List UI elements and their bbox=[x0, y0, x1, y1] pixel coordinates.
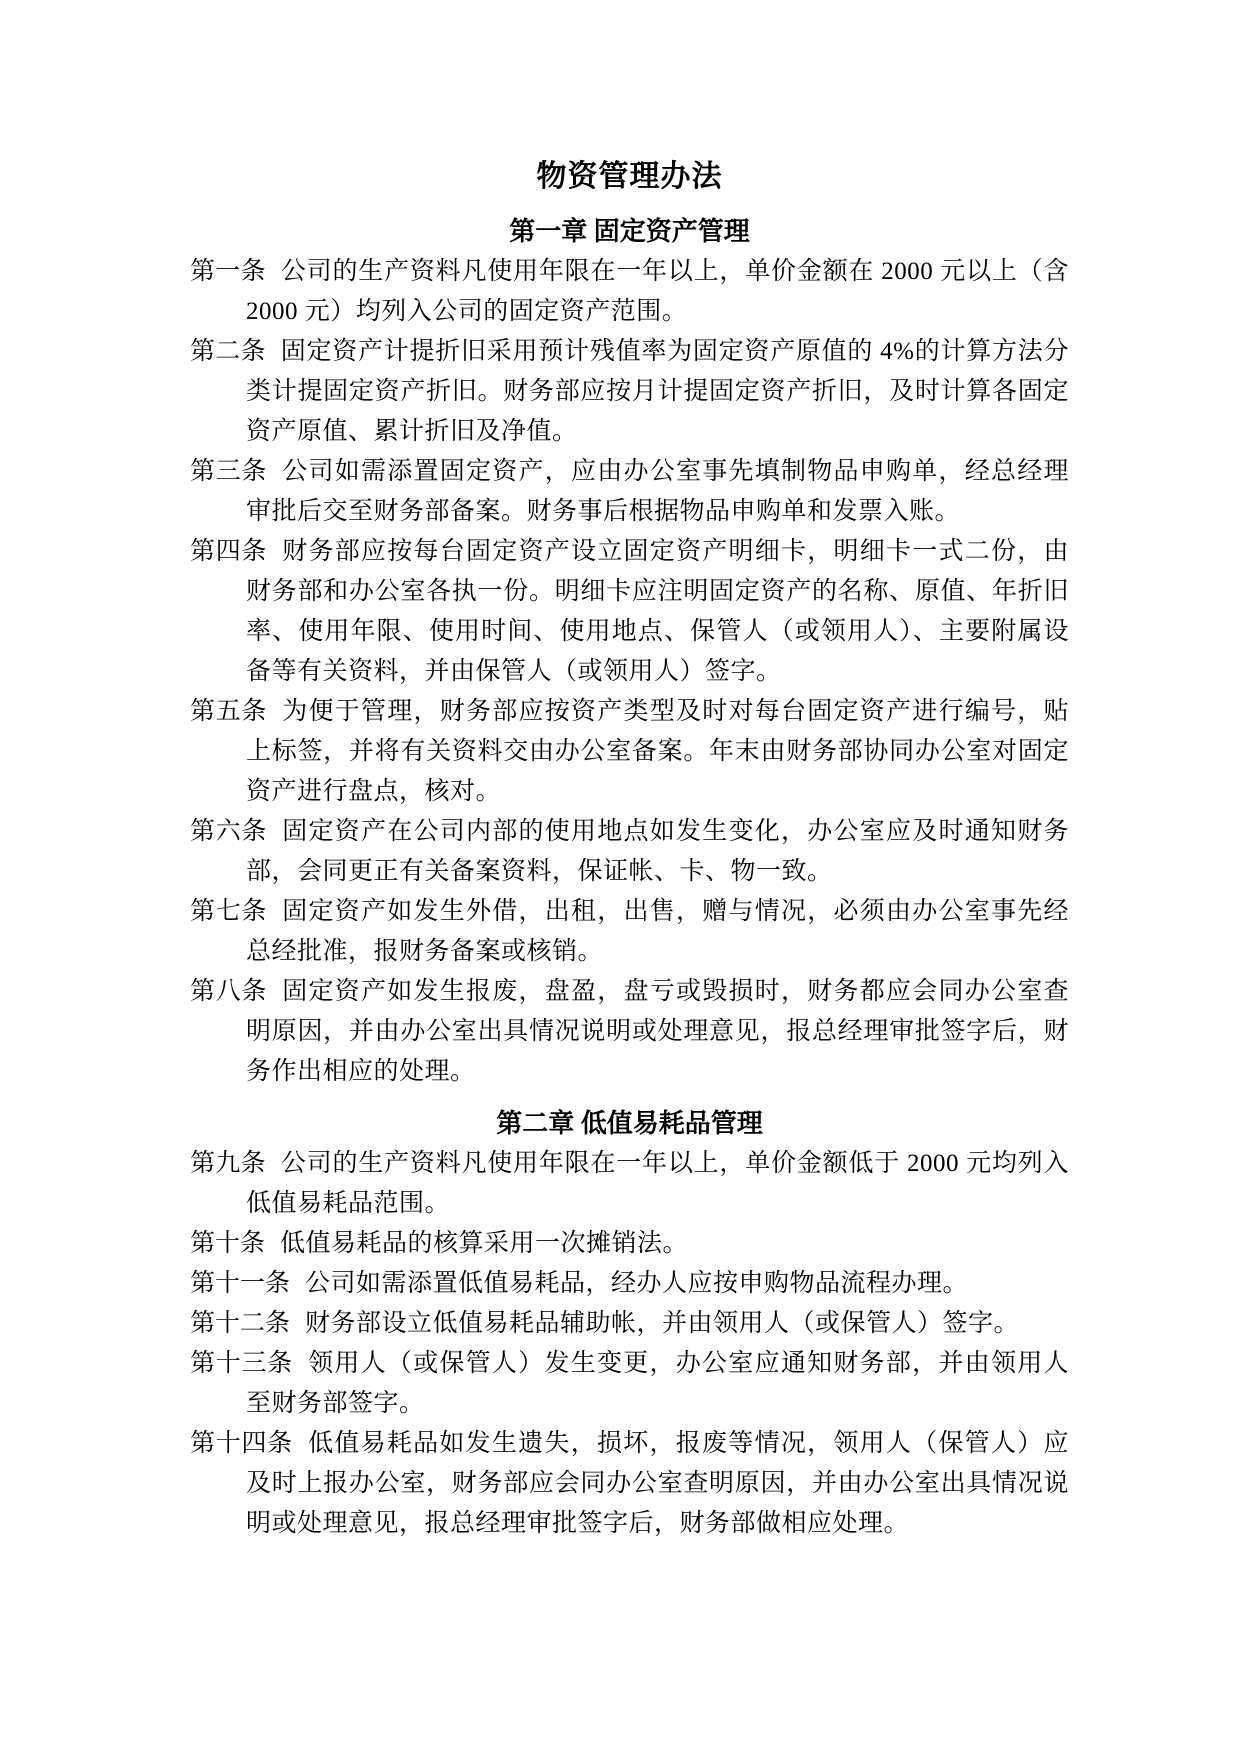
article-8-number: 第八条 bbox=[190, 978, 268, 1005]
article-10-number: 第十条 bbox=[190, 1230, 266, 1257]
article-2-text: 固定资产计提折旧采用预计残值率为固定资产原值的 4%的计算方法分类计提固定资产折旧。财务部应按月计提固定资产折旧，及时计算各固定资产原值、累计折旧及净值。 bbox=[246, 338, 1069, 445]
article-6-text: 固定资产在公司内部的使用地点如发生变化，办公室应及时通知财务部，会同更正有关备案资料，保证帐、卡、物一致。 bbox=[246, 818, 1069, 885]
article-3-number: 第三条 bbox=[190, 458, 268, 485]
article-4-number: 第四条 bbox=[190, 538, 268, 565]
article-1 bbox=[190, 252, 1069, 332]
article-14-text: 低值易耗品如发生遗失，损坏，报废等情况，领用人（保管人）应及时上报办公室，财务部应会同办公室查明原因，并由办公室出具情况说明或处理意见，报总经理审批签字后，财务部做相应处理。 bbox=[246, 1430, 1069, 1537]
article-13 bbox=[190, 1344, 1069, 1424]
article-11-number: 第十一条 bbox=[190, 1270, 291, 1297]
article-6-number: 第六条 bbox=[190, 818, 268, 845]
article-3 bbox=[190, 452, 1069, 532]
article-4-text: 财务部应按每台固定资产设立固定资产明细卡，明细卡一式二份，由财务部和办公室各执一份。明细卡应注明固定资产的名称、原值、年折旧率、使用年限、使用时间、使用地点、保管人（或领用人）、主要附属设备等有关资料，并由保管人（或领用人）签字。 bbox=[246, 538, 1069, 685]
article-10-text: 低值易耗品的核算采用一次摊销法。 bbox=[280, 1230, 689, 1257]
article-10 bbox=[190, 1224, 1069, 1264]
article-7-text: 固定资产如发生外借，出租，出售，赠与情况，必须由办公室事先经总经批准，报财务备案或核销。 bbox=[246, 898, 1069, 965]
article-2-number: 第二条 bbox=[190, 338, 266, 365]
article-13-number: 第十三条 bbox=[190, 1350, 294, 1377]
article-3-text: 公司如需添置固定资产，应由办公室事先填制物品申购单，经总经理审批后交至财务部备案。财务事后根据物品申购单和发票入账。 bbox=[246, 458, 1069, 525]
article-11-text: 公司如需添置低值易耗品，经办人应按申购物品流程办理。 bbox=[305, 1270, 969, 1297]
article-14-number: 第十四条 bbox=[190, 1430, 294, 1457]
article-4 bbox=[190, 532, 1069, 692]
article-5-number: 第五条 bbox=[190, 698, 268, 725]
article-12 bbox=[190, 1304, 1069, 1344]
article-5 bbox=[190, 692, 1069, 812]
article-9-text: 公司的生产资料凡使用年限在一年以上，单价金额低于 2000 元均列入低值易耗品范围。 bbox=[246, 1150, 1069, 1217]
article-1-text: 公司的生产资料凡使用年限在一年以上，单价金额在 2000 元以上（含 2000 元）均列入公司的固定资产范围。 bbox=[246, 258, 1069, 325]
article-14 bbox=[190, 1424, 1069, 1544]
article-9-number: 第九条 bbox=[190, 1150, 266, 1177]
article-7 bbox=[190, 892, 1069, 972]
article-13-text: 领用人（或保管人）发生变更，办公室应通知财务部，并由领用人至财务部签字。 bbox=[246, 1350, 1069, 1417]
article-6 bbox=[190, 812, 1069, 892]
article-12-text: 财务部设立低值易耗品辅助帐，并由领用人（或保管人）签字。 bbox=[305, 1310, 1020, 1337]
article-11 bbox=[190, 1264, 1069, 1304]
article-7-number: 第七条 bbox=[190, 898, 268, 925]
document-title-text: 物资管理办法 bbox=[536, 160, 723, 193]
article-1-number: 第一条 bbox=[190, 258, 266, 285]
article-9 bbox=[190, 1144, 1069, 1224]
article-8-text: 固定资产如发生报废，盘盈，盘亏或毁损时，财务都应会同办公室查明原因，并由办公室出具情况说明或处理意见，报总经理审批签字后，财务作出相应的处理。 bbox=[246, 978, 1069, 1085]
chapter-heading-1: 第一章 固定资产管理 bbox=[509, 217, 750, 246]
document-title bbox=[190, 158, 1069, 196]
chapter-heading-2: 第二章 低值易耗品管理 bbox=[496, 1109, 763, 1138]
article-8 bbox=[190, 972, 1069, 1092]
article-5-text: 为便于管理，财务部应按资产类型及时对每台固定资产进行编号，贴上标签，并将有关资料交由办公室备案。年末由财务部协同办公室对固定资产进行盘点，核对。 bbox=[246, 698, 1069, 805]
article-2 bbox=[190, 332, 1069, 452]
article-12-number: 第十二条 bbox=[190, 1310, 291, 1337]
